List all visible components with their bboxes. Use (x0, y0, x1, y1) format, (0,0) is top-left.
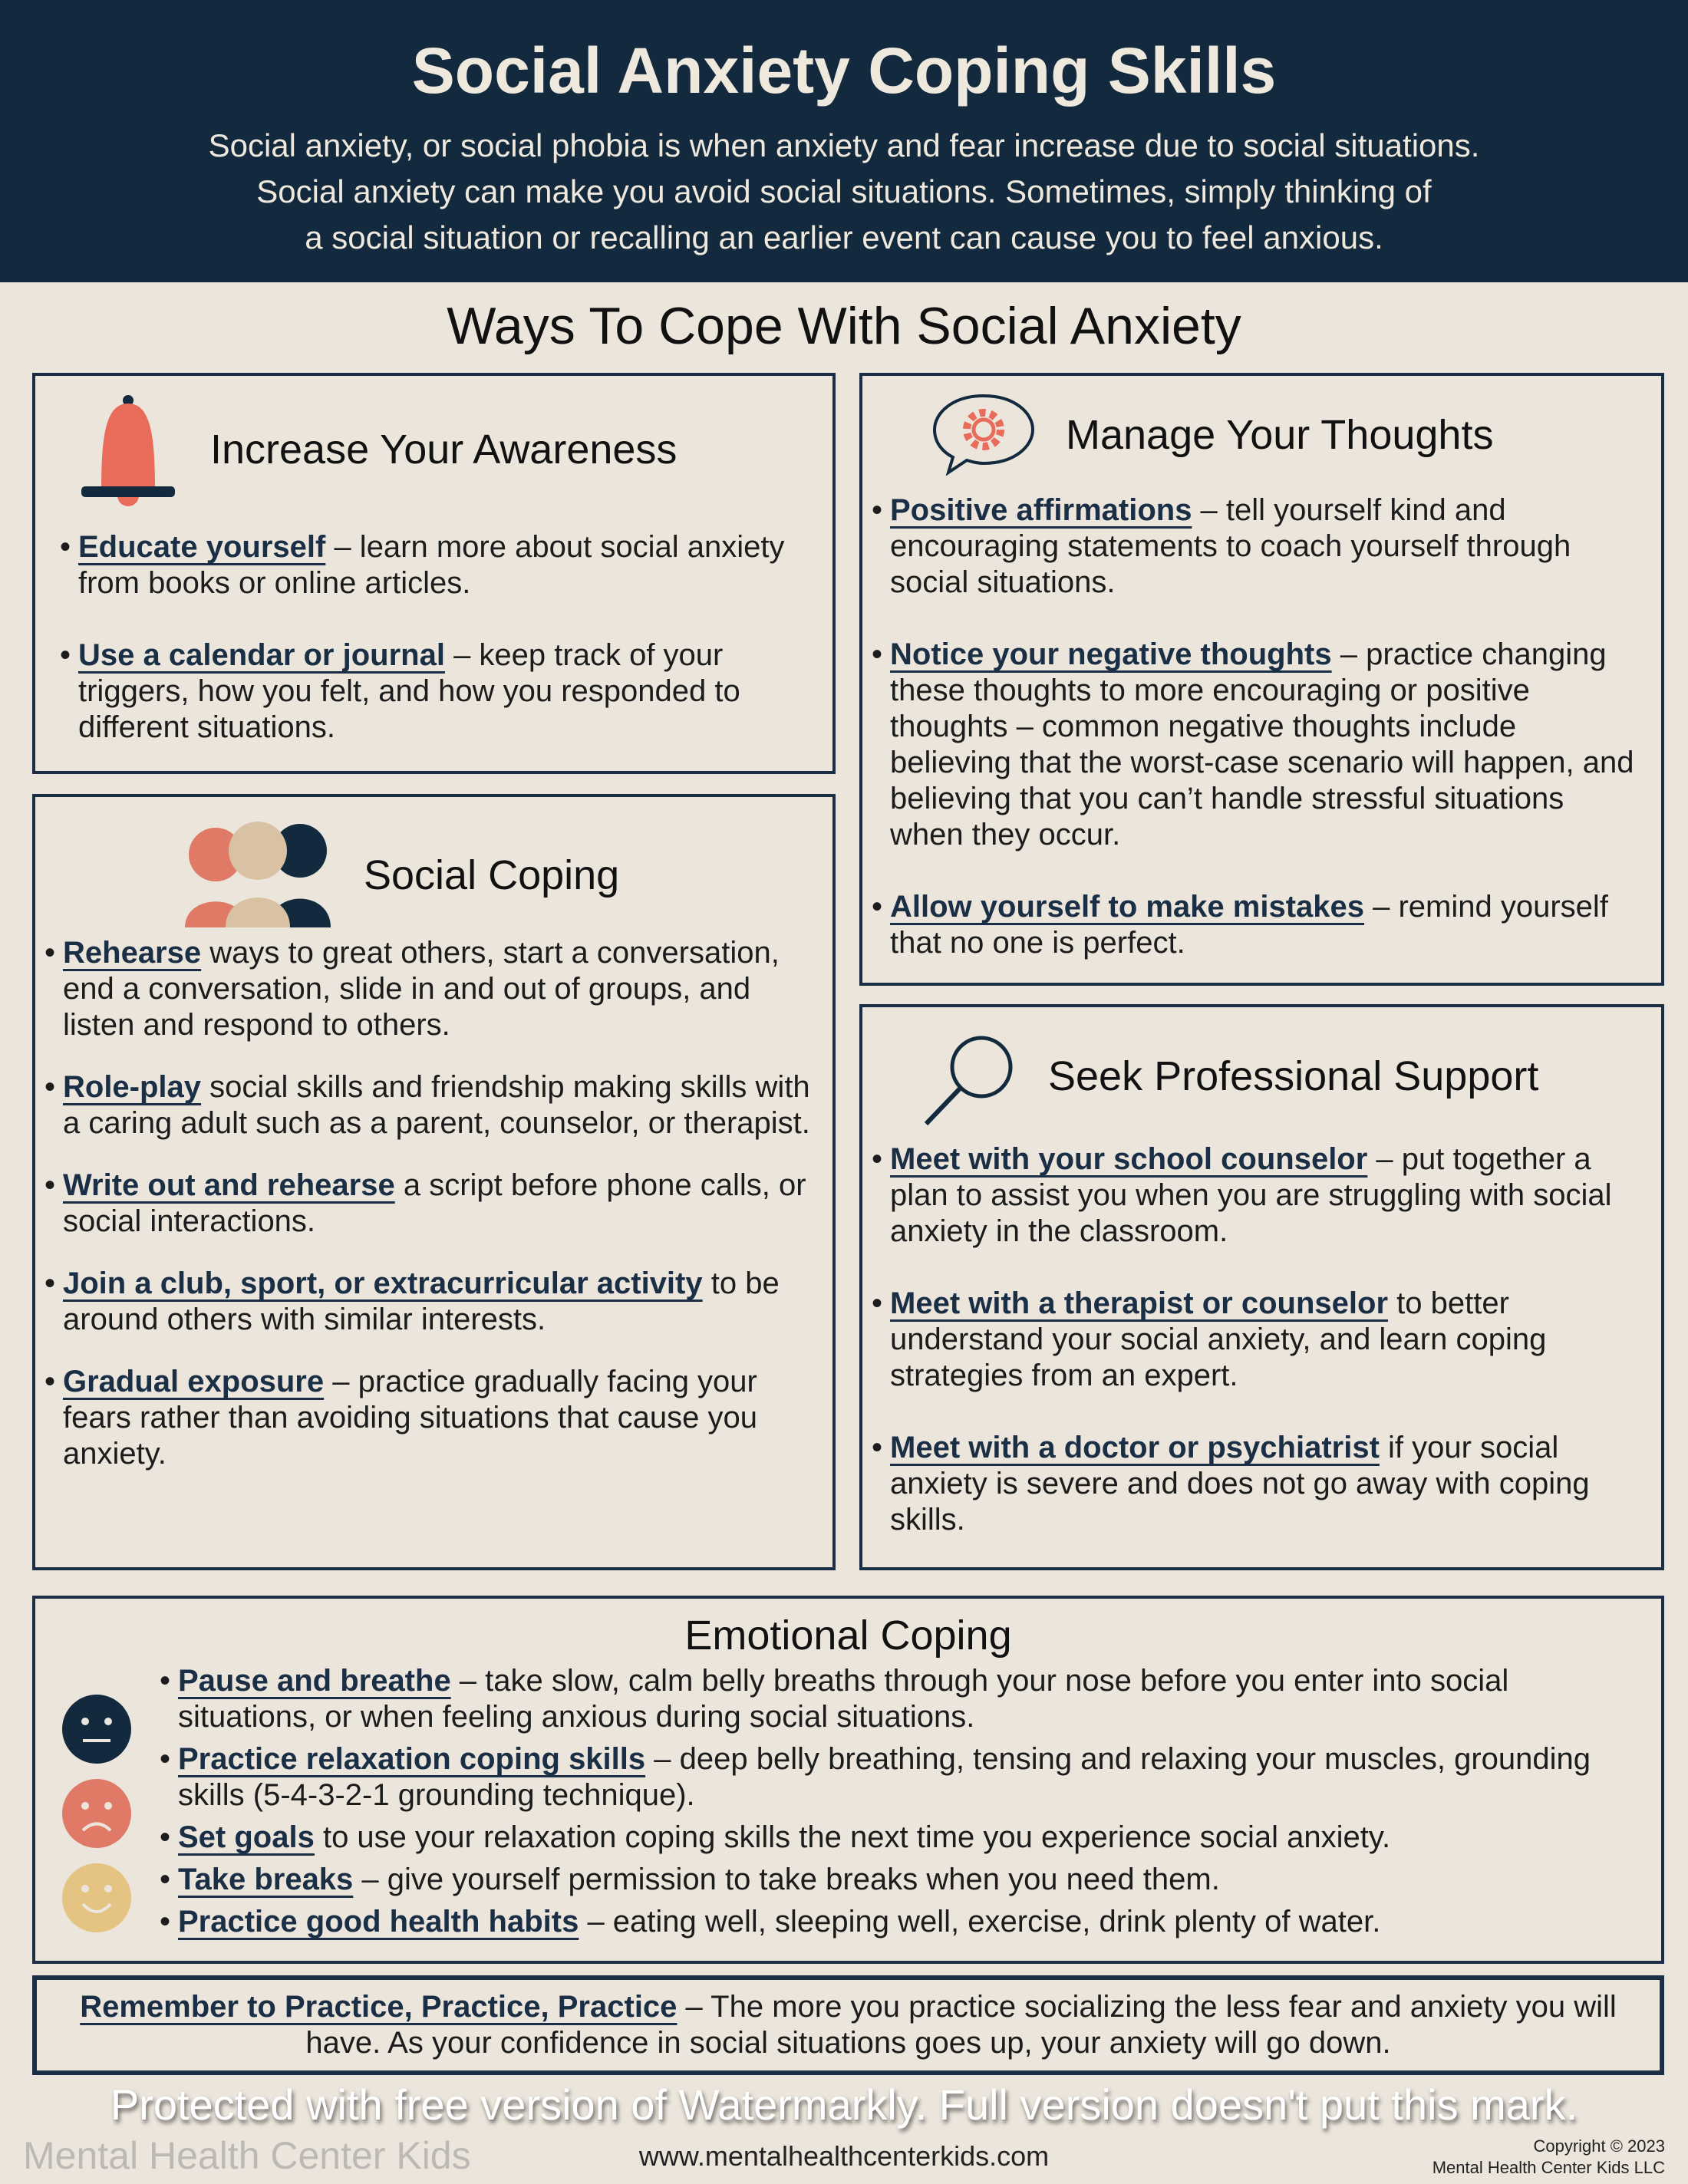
list-item (150, 1904, 1647, 1940)
manage-thoughts-card (859, 373, 1664, 986)
remember-text: – The more you practice socializing the less fear and anxiety you will have. As your confidence in social situations goes up, your anxiety will go down. (305, 1990, 1617, 2060)
item-link[interactable]: Allow yourself to make mistakes (890, 890, 1365, 924)
faces-icon (58, 1691, 135, 1936)
item-link[interactable]: Rehearse (63, 936, 202, 970)
list-item (51, 637, 803, 746)
item-link[interactable]: Practice relaxation coping skills (178, 1742, 646, 1776)
item-text: – learn more about social anxiety from books or online articles. (78, 530, 785, 600)
item-text: – remind yourself that no one is perfect. (890, 890, 1608, 960)
item-text: to use your relaxation coping skills the next time you experience social anxiety. (314, 1820, 1391, 1854)
website-link-text[interactable]: www.mentalhealthcenterkids.com (638, 2140, 1050, 2172)
list-item (150, 1862, 1647, 1898)
card-title: Seek Professional Support (1048, 1053, 1539, 1099)
card-title: Social Coping (364, 852, 620, 898)
sad-face-icon (62, 1779, 131, 1848)
list-item (862, 1286, 1653, 1394)
item-link[interactable]: Positive affirmations (890, 493, 1192, 527)
card-title: Increase Your Awareness (210, 427, 678, 473)
copyright (1432, 2136, 1665, 2179)
item-text: – take slow, calm belly breaths through your nose before you enter into social situations, or when feeling anxious during social situations. (178, 1664, 1509, 1734)
item-text: – tell yourself kind and encouraging statements to coach yourself through social situations. (890, 493, 1571, 599)
item-link[interactable]: Join a club, sport, or extracurricular activity (63, 1267, 703, 1300)
awareness-list (51, 529, 803, 782)
item-link[interactable]: Practice good health habits (178, 1905, 579, 1939)
intro-line: Social anxiety, or social phobia is when anxiety and fear increase due to social situations. (208, 127, 1480, 163)
item-text: to be around others with similar interests. (63, 1267, 780, 1336)
list-item (862, 637, 1645, 853)
list-item (150, 1663, 1647, 1735)
item-text: – put together a plan to assist you when you are struggling with social anxiety in the classroom. (890, 1142, 1612, 1248)
item-text: – eating well, sleeping well, exercise, drink plenty of water. (579, 1905, 1381, 1939)
list-item (35, 1168, 826, 1240)
list-item (35, 935, 826, 1043)
item-text: – practice gradually facing your fears rather than avoiding situations that cause you anxiety. (63, 1365, 757, 1471)
card-title: Emotional Coping (684, 1612, 1012, 1659)
item-link[interactable]: Meet with a therapist or counselor (890, 1286, 1389, 1320)
item-link[interactable]: Write out and rehearse (63, 1168, 395, 1202)
item-link[interactable]: Role-play (63, 1070, 202, 1104)
item-text: – give yourself permission to take breaks when you need them. (353, 1863, 1220, 1896)
item-link[interactable]: Set goals (178, 1820, 315, 1854)
item-link[interactable]: Pause and breathe (178, 1664, 451, 1698)
item-text: – deep belly breathing, tensing and relaxing your muscles, grounding skills (5-4-3-2-1 grounding technique). (178, 1742, 1591, 1812)
professional-list (862, 1141, 1653, 1574)
item-link[interactable]: Gradual exposure (63, 1365, 325, 1398)
header (0, 0, 1688, 282)
awareness-card (32, 373, 836, 774)
list-item (862, 1430, 1653, 1538)
item-link[interactable]: Use a calendar or journal (78, 638, 445, 672)
item-text: to better understand your social anxiety, and learn coping strategies from an expert. (890, 1286, 1547, 1392)
protected-watermark: Protected with free version of Watermarkly. Full version doesn't put this mark. (110, 2080, 1578, 2129)
thoughts-list (862, 492, 1645, 997)
professional-support-card (859, 1004, 1664, 1570)
happy-face-icon (62, 1863, 131, 1932)
section-subtitle: Ways To Cope With Social Anxiety (447, 297, 1241, 355)
emotional-coping-card (32, 1596, 1664, 1964)
list-item (862, 1141, 1653, 1250)
emotional-list (150, 1663, 1647, 1946)
intro-line: Social anxiety can make you avoid social situations. Sometimes, simply thinking of (256, 173, 1432, 209)
list-item (35, 1364, 826, 1472)
list-item (150, 1741, 1647, 1813)
item-text: – practice changing these thoughts to more encouraging or positive thoughts – common negative thoughts include believing that the worst-case scenario will happen, and believing that you can’t handle stressful situations when they occur. (890, 637, 1634, 852)
social-coping-card (32, 794, 836, 1570)
neutral-face-icon (62, 1695, 131, 1764)
remember-link[interactable]: Remember to Practice, Practice, Practice (80, 1990, 678, 2024)
item-link[interactable]: Educate yourself (78, 530, 326, 564)
list-item (862, 889, 1645, 961)
thought-gear-icon (930, 391, 1037, 476)
intro-text (0, 123, 1688, 261)
people-icon (181, 820, 335, 927)
item-link[interactable]: Notice your negative thoughts (890, 637, 1332, 671)
magnifier-icon (920, 1030, 1020, 1130)
item-text: ways to great others, start a conversation, end a conversation, slide in and out of groups, and listen and respond to others. (63, 936, 780, 1042)
watermark: Mental Health Center Kids (23, 2134, 471, 2177)
page-title: Social Anxiety Coping Skills (411, 35, 1277, 107)
item-text: a script before phone calls, or social interactions. (63, 1168, 806, 1238)
item-link[interactable]: Meet with a doctor or psychiatrist (890, 1431, 1380, 1464)
list-item (862, 492, 1645, 601)
card-title: Manage Your Thoughts (1066, 412, 1494, 458)
intro-line: a social situation or recalling an earlier event can cause you to feel anxious. (305, 219, 1383, 255)
social-list (35, 935, 826, 1498)
item-text: if your social anxiety is severe and does not go away with coping skills. (890, 1431, 1590, 1537)
list-item (150, 1820, 1647, 1856)
item-link[interactable]: Meet with your school counselor (890, 1142, 1368, 1176)
item-text: social skills and friendship making skills with a caring adult such as a parent, counselor, or therapist. (63, 1070, 810, 1140)
remember-banner (32, 1975, 1664, 2075)
list-item (35, 1266, 826, 1338)
item-link[interactable]: Take breaks (178, 1863, 354, 1896)
item-text: – keep track of your triggers, how you felt, and how you responded to different situations. (78, 638, 740, 744)
company-name: Mental Health Center Kids LLC (1432, 2158, 1665, 2177)
bell-icon (78, 391, 178, 514)
copyright-year: Copyright © 2023 (1533, 2136, 1665, 2156)
list-item (51, 529, 803, 601)
list-item (35, 1069, 826, 1141)
